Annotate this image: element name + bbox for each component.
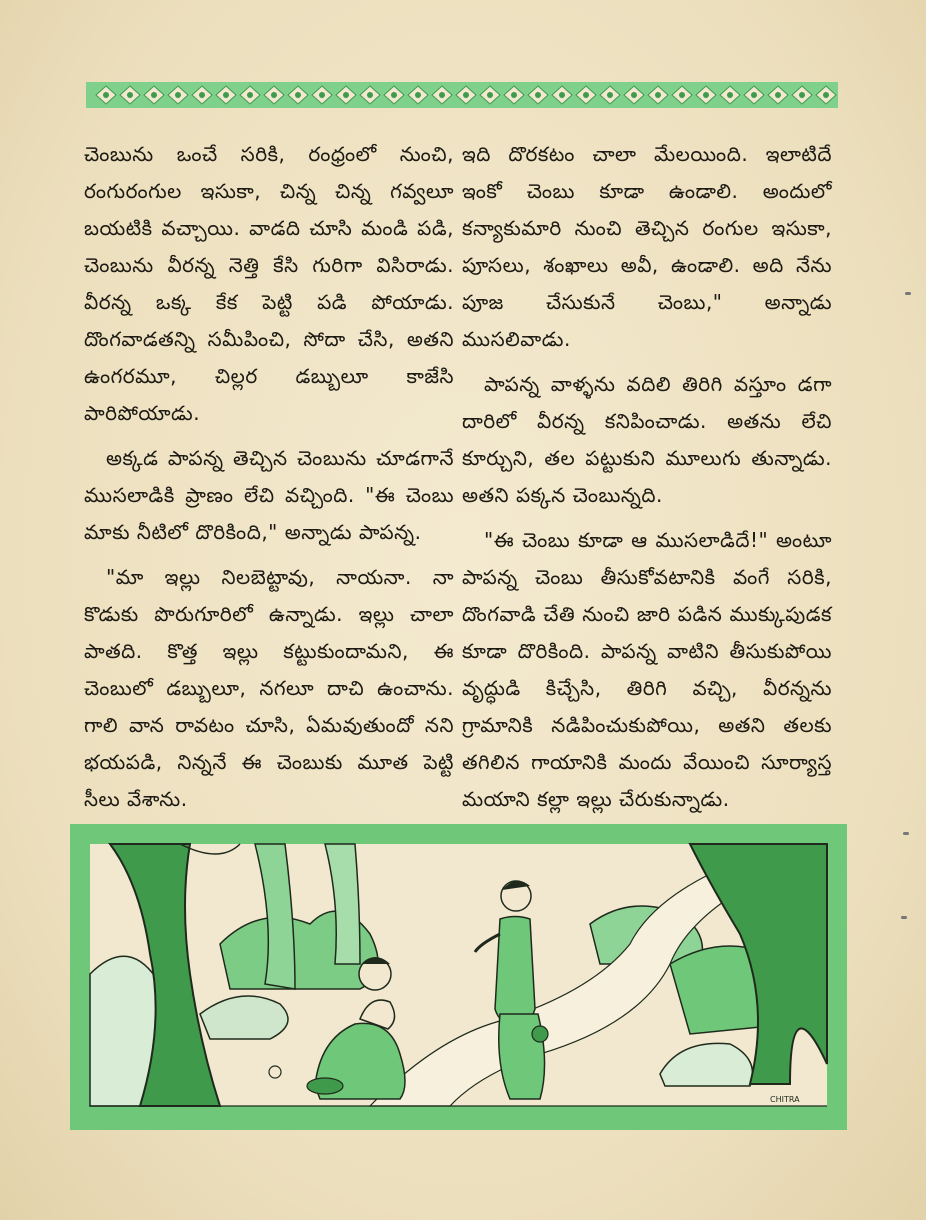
border-flower <box>271 92 277 98</box>
artist-signature: CHITRA <box>770 1095 800 1104</box>
illustration-drawing <box>70 824 847 1130</box>
border-flower <box>727 92 733 98</box>
story-illustration <box>70 824 847 1130</box>
border-flower <box>751 92 757 98</box>
border-flower <box>151 92 157 98</box>
border-flower <box>127 92 133 98</box>
border-flower <box>511 92 517 98</box>
left-text-column <box>84 136 454 826</box>
border-flower <box>823 92 829 98</box>
border-flower <box>607 92 613 98</box>
border-flower <box>367 92 373 98</box>
border-flower <box>583 92 589 98</box>
right-text-column <box>462 136 832 826</box>
right-paragraph-3: "ఈ చెంబు కూడా ఆ ముసలాడిదే!" అంటూ పాపన్న చెంబు తీసుకోవటానికి వంగే సరికి, దొంగవాడి చేతి నుంచి జారి పడిన ముక్కుపుడక కూడా దొరికింది. పాపన్న వాటిని తీసుకుపోయి వృద్ధుడి కిచ్చేసి, తిరిగి వచ్చి, వీరన్నను గ్రామానికి నడిపించుకుపోయి, అతని తలకు తగిలిన గాయానికి మందు వేయించి సూర్యాస్త మయాని కల్లా ఇల్లు చేరుకున్నాడు. <box>462 528 832 811</box>
border-flower <box>439 92 445 98</box>
border-flower <box>487 92 493 98</box>
left-paragraph-1: చెంబును ఒంచే సరికి, రంధ్రంలో నుంచి, రంగురంగుల ఇసుకా, చిన్న చిన్న గవ్వలూ బయటికి వచ్చాయి. వాడది చూసి మండి పడి, చెంబును వీరన్న నెత్తి కేసి గురిగా విసిరాడు. వీరన్న ఒక్క కేక పెట్టి పడి పోయాడు. దొంగవాడతన్ని సమీపించి, సోదా చేసి, అతని ఉంగరమూ, చిల్లర డబ్బులూ కాజేసి పారిపోయాడు. <box>84 142 454 425</box>
right-paragraph-1: ఇది దొరకటం చాలా మేలయింది. ఇలాటిదే ఇంకో చెంబు కూడా ఉండాలి. అందులో కన్యాకుమారి నుంచి తెచ్చిన రంగుల ఇసుకా, పూసలు, శంఖాలు అవీ, ఉండాలి. అది నేను పూజ చేసుకునే చెంబు," అన్నాడు ముసలివాడు. <box>462 142 832 351</box>
border-flower <box>535 92 541 98</box>
border-flower <box>223 92 229 98</box>
border-flower <box>799 92 805 98</box>
border-flower <box>703 92 709 98</box>
decorative-border-band <box>86 82 838 108</box>
left-paragraph-2: అక్కడ పాపన్న తెచ్చిన చెంబును చూడగానే ముసలాడికి ప్రాణం లేచి వచ్చింది. "ఈ చెంబు మాకు నీటిలో దొరికింది," అన్నాడు పాపన్న. <box>84 446 454 544</box>
border-flower <box>319 92 325 98</box>
border-flower <box>415 92 421 98</box>
border-flower <box>655 92 661 98</box>
page-edge-mark <box>901 916 907 919</box>
border-flower <box>247 92 253 98</box>
page-edge-mark <box>903 832 909 835</box>
border-flower <box>463 92 469 98</box>
border-flower <box>775 92 781 98</box>
right-paragraph-2: పాపన్న వాళ్ళను వదిలి తిరిగి వస్తూం డగా దారిలో వీరన్న కనిపించాడు. అతను లేచి కూర్చుని, తల పట్టుకుని మూలుగు తున్నాడు. అతని పక్కన చెంబున్నది. <box>462 372 832 507</box>
border-flower <box>103 92 109 98</box>
border-flower <box>679 92 685 98</box>
border-flower <box>199 92 205 98</box>
border-flower <box>295 92 301 98</box>
border-flower <box>175 92 181 98</box>
border-flower <box>631 92 637 98</box>
border-flower <box>391 92 397 98</box>
border-flower <box>559 92 565 98</box>
left-paragraph-3: "మా ఇల్లు నిలబెట్టావు, నాయనా. నా కొడుకు పొరుగూరిలో ఉన్నాడు. ఇల్లు చాలా పాతది. కొత్త ఇల్లు కట్టుకుందామని, ఈ చెంబులో డబ్బులూ, నగలూ దాచి ఉంచాను. గాలి వాన రావటం చూసి, ఏమవుతుందో నని భయపడి, నిన్ననే ఈ చెంబుకు మూత పెట్టి సీలు వేశాను. <box>84 565 454 811</box>
page-edge-mark <box>905 292 911 295</box>
border-flower <box>343 92 349 98</box>
